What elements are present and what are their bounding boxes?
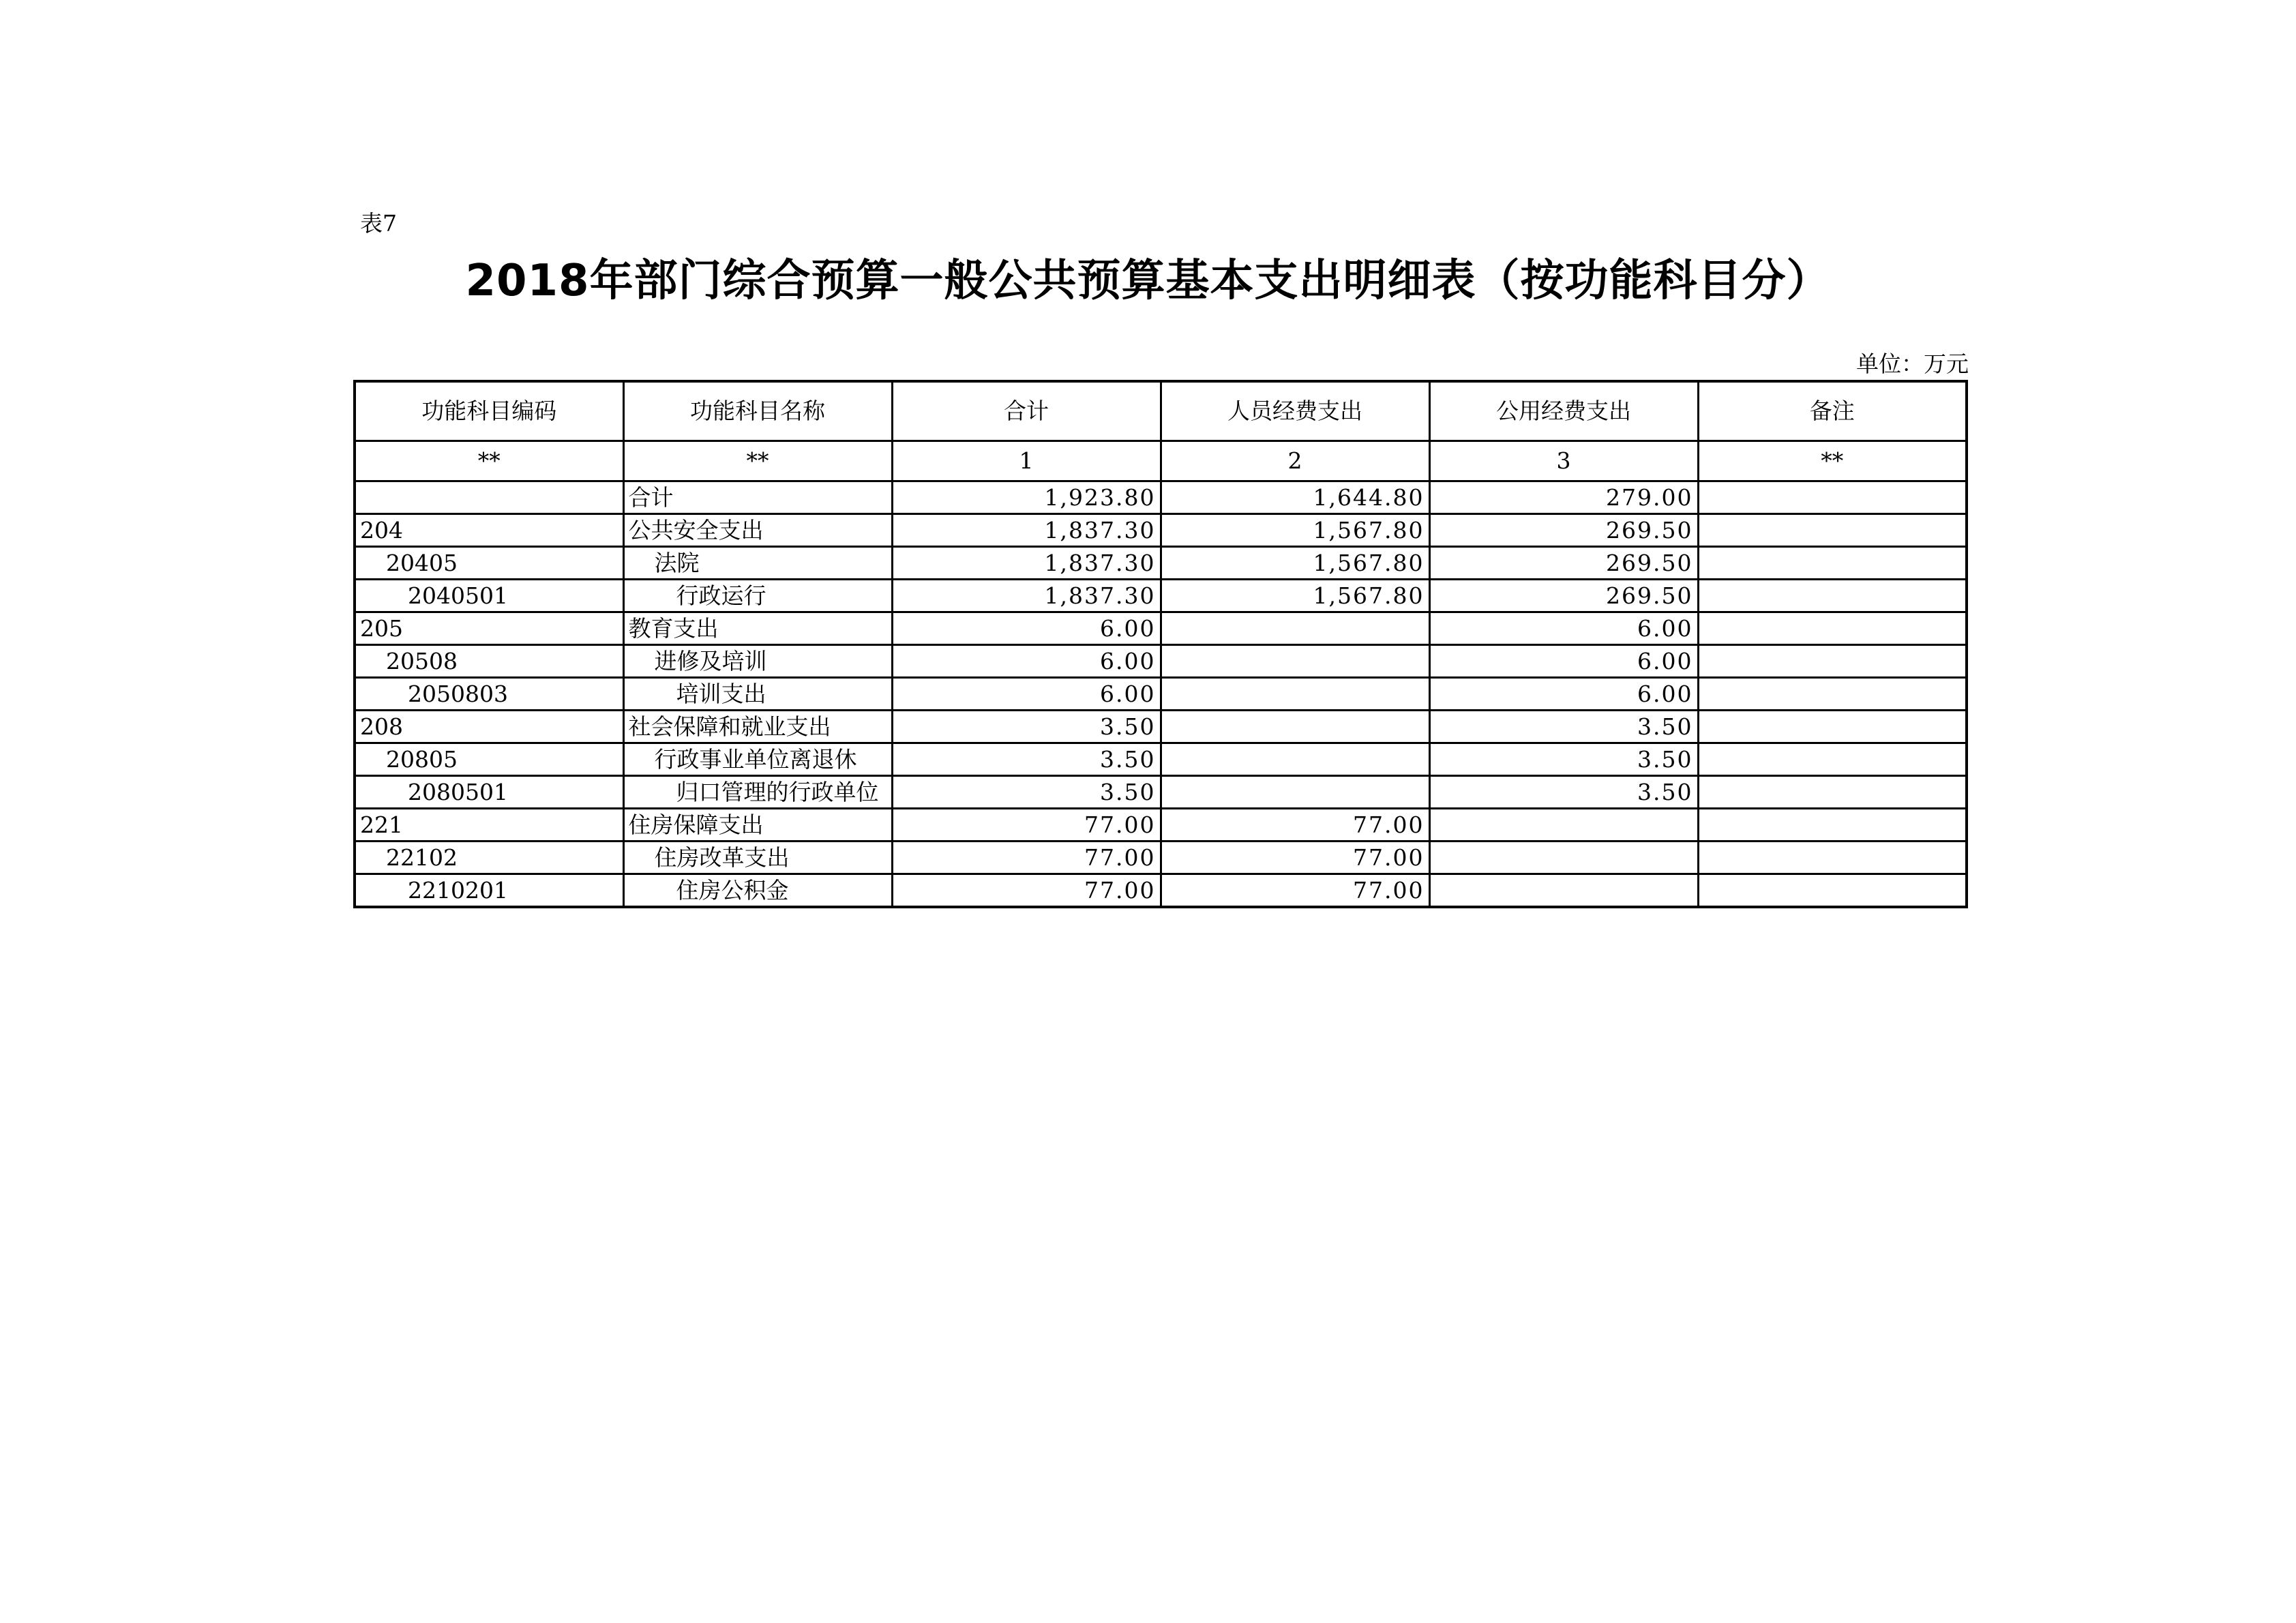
- code-cell: [355, 481, 623, 514]
- total-cell: 6.00: [892, 612, 1161, 645]
- total-cell: 1,837.30: [892, 580, 1161, 612]
- note-cell: [1698, 809, 1967, 842]
- note-cell: [1698, 711, 1967, 743]
- public-cell: 6.00: [1429, 612, 1698, 645]
- personnel-cell: [1161, 612, 1429, 645]
- public-cell: 279.00: [1429, 481, 1698, 514]
- code-cell: 20508: [355, 645, 623, 678]
- table-row: [355, 776, 1967, 809]
- name-cell: 公共安全支出: [623, 514, 892, 547]
- total-cell: 77.00: [892, 874, 1161, 908]
- name-cell: 归口管理的行政单位: [623, 776, 892, 809]
- code-cell: 204: [355, 514, 623, 547]
- personnel-cell: 1,567.80: [1161, 580, 1429, 612]
- personnel-cell: 1,644.80: [1161, 481, 1429, 514]
- note-cell: [1698, 645, 1967, 678]
- public-cell: [1429, 874, 1698, 908]
- personnel-cell: [1161, 776, 1429, 809]
- budget-table: [353, 380, 1968, 908]
- code-cell: 2040501: [355, 580, 623, 612]
- header-row: [355, 381, 1967, 441]
- name-cell: 社会保障和就业支出: [623, 711, 892, 743]
- page-title: 2018年部门综合预算一般公共预算基本支出明细表（按功能科目分）: [465, 256, 1831, 306]
- note-cell: [1698, 514, 1967, 547]
- code-cell: 221: [355, 809, 623, 842]
- note-cell: [1698, 547, 1967, 580]
- public-cell: 6.00: [1429, 678, 1698, 711]
- index-cell: **: [1698, 441, 1967, 481]
- table-row: [355, 809, 1967, 842]
- name-cell: 行政运行: [623, 580, 892, 612]
- personnel-cell: [1161, 645, 1429, 678]
- personnel-cell: 1,567.80: [1161, 547, 1429, 580]
- total-cell: 3.50: [892, 711, 1161, 743]
- index-cell: 1: [892, 441, 1161, 481]
- personnel-cell: [1161, 711, 1429, 743]
- table-row: [355, 743, 1967, 776]
- column-header-total: 合计: [892, 381, 1161, 441]
- name-cell: 住房公积金: [623, 874, 892, 908]
- public-cell: 3.50: [1429, 711, 1698, 743]
- total-cell: 3.50: [892, 743, 1161, 776]
- index-cell: 3: [1429, 441, 1698, 481]
- name-cell: 法院: [623, 547, 892, 580]
- total-cell: 1,837.30: [892, 547, 1161, 580]
- total-cell: 1,923.80: [892, 481, 1161, 514]
- note-cell: [1698, 580, 1967, 612]
- name-cell: 住房保障支出: [623, 809, 892, 842]
- column-header-code: 功能科目编码: [355, 381, 623, 441]
- table-row: [355, 645, 1967, 678]
- table-row: [355, 580, 1967, 612]
- name-cell: 合计: [623, 481, 892, 514]
- code-cell: 22102: [355, 842, 623, 874]
- note-cell: [1698, 874, 1967, 908]
- total-cell: 3.50: [892, 776, 1161, 809]
- table-row: [355, 514, 1967, 547]
- note-cell: [1698, 776, 1967, 809]
- table-row: [355, 678, 1967, 711]
- total-cell: 77.00: [892, 842, 1161, 874]
- name-cell: 教育支出: [623, 612, 892, 645]
- note-cell: [1698, 743, 1967, 776]
- public-cell: 6.00: [1429, 645, 1698, 678]
- public-cell: 3.50: [1429, 743, 1698, 776]
- total-cell: 6.00: [892, 678, 1161, 711]
- note-cell: [1698, 842, 1967, 874]
- code-cell: 20405: [355, 547, 623, 580]
- public-cell: 269.50: [1429, 547, 1698, 580]
- note-cell: [1698, 481, 1967, 514]
- public-cell: [1429, 842, 1698, 874]
- column-header-public: 公用经费支出: [1429, 381, 1698, 441]
- public-cell: 3.50: [1429, 776, 1698, 809]
- table-row: [355, 612, 1967, 645]
- column-header-personnel: 人员经费支出: [1161, 381, 1429, 441]
- personnel-cell: 1,567.80: [1161, 514, 1429, 547]
- code-cell: 208: [355, 711, 623, 743]
- public-cell: 269.50: [1429, 580, 1698, 612]
- column-header-name: 功能科目名称: [623, 381, 892, 441]
- name-cell: 培训支出: [623, 678, 892, 711]
- personnel-cell: 77.00: [1161, 874, 1429, 908]
- table-row: [355, 481, 1967, 514]
- public-cell: 269.50: [1429, 514, 1698, 547]
- name-cell: 住房改革支出: [623, 842, 892, 874]
- index-cell: **: [623, 441, 892, 481]
- code-cell: 205: [355, 612, 623, 645]
- table-row: [355, 842, 1967, 874]
- public-cell: [1429, 809, 1698, 842]
- name-cell: 进修及培训: [623, 645, 892, 678]
- table-row: [355, 547, 1967, 580]
- index-row: [355, 441, 1967, 481]
- code-cell: 2210201: [355, 874, 623, 908]
- unit-label: 单位：万元: [1856, 351, 1969, 377]
- total-cell: 1,837.30: [892, 514, 1161, 547]
- index-cell: **: [355, 441, 623, 481]
- personnel-cell: 77.00: [1161, 842, 1429, 874]
- note-cell: [1698, 612, 1967, 645]
- personnel-cell: 77.00: [1161, 809, 1429, 842]
- total-cell: 77.00: [892, 809, 1161, 842]
- table-row: [355, 711, 1967, 743]
- index-cell: 2: [1161, 441, 1429, 481]
- code-cell: 2050803: [355, 678, 623, 711]
- column-header-note: 备注: [1698, 381, 1967, 441]
- code-cell: 20805: [355, 743, 623, 776]
- total-cell: 6.00: [892, 645, 1161, 678]
- note-cell: [1698, 678, 1967, 711]
- code-cell: 2080501: [355, 776, 623, 809]
- table-row: [355, 874, 1967, 908]
- table-number: 表7: [360, 210, 397, 237]
- name-cell: 行政事业单位离退休: [623, 743, 892, 776]
- personnel-cell: [1161, 743, 1429, 776]
- personnel-cell: [1161, 678, 1429, 711]
